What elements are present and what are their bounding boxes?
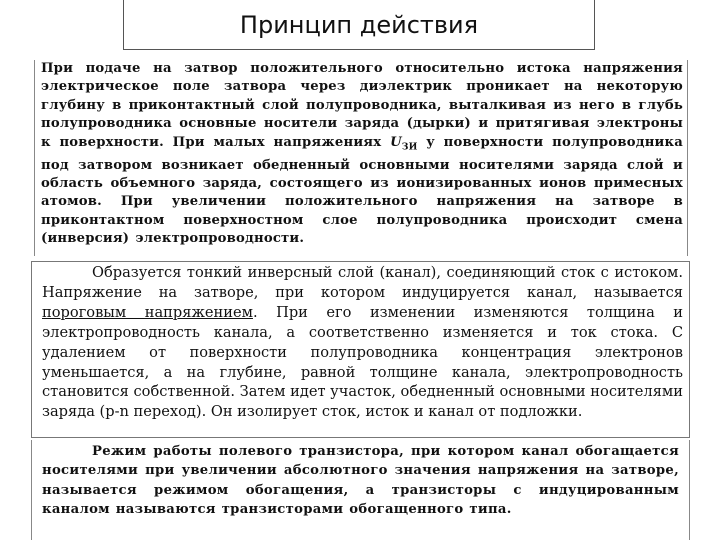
- paragraph-block-enhancement-mode: [31, 440, 690, 540]
- paragraph-1-text: При подаче на затвор положительного относительно истока напряжения электрическое поле затвора через диэлектрик проникает на некоторую глубину в приконтактный слой полупроводника, выталкивая из него в глубь полупроводника основные носители заряда (дырки) и притягивая электроны к поверхности. При малых напряжениях: [41, 61, 683, 150]
- slide-title-text: Принцип действия: [239, 10, 479, 39]
- threshold-voltage-term: пороговым напряжением: [42, 303, 253, 321]
- paragraph-block-inversion-layer: [31, 261, 690, 438]
- paragraph-2-text-continued: . При его изменении изменяются толщина и электропроводность канала, а соответственно изменяется и ток стока. С удалением от поверхности полупроводника концентрация электронов уменьшается, а на глубине, равной толщине канала, электропроводность становится собственной. Затем идет участок, обедненный основными носителями заряда (p-n переход). Он изолирует сток, исток и канал от подложки.: [42, 303, 683, 421]
- paragraph-2: [42, 263, 683, 422]
- paragraph-1-text-continued: у поверхности полупроводника под затвором возникает обедненный основными носителями заряда слой и область объемного заряда, состоящего из ионизированных ионов примесных атомов. При увеличении положительного напряжения на затворе в приконтактном поверхностном слое полупроводника происходит смена (инверсия) электропроводности.: [41, 134, 684, 247]
- paragraph-block-operating-principle: [34, 60, 688, 256]
- paragraph-2-text: Образуется тонкий инверсный слой (канал), соединяющий сток с истоком. Напряжение на затворе, при котором индуцируется канал, называется: [42, 264, 683, 301]
- gate-source-voltage-symbol: $U_{ЗИ}$: [390, 134, 418, 153]
- paragraph-3: [42, 442, 679, 519]
- paragraph-3-text: Режим работы полевого транзистора, при котором канал обогащается носителями при увеличении абсолютного значения напряжения на затворе, называется режимом обогащения, а транзисторы с индуцированным каналом называются транзисторами обогащенного типа.: [42, 444, 679, 517]
- paragraph-1: [41, 60, 683, 249]
- slide-title: [123, 0, 595, 50]
